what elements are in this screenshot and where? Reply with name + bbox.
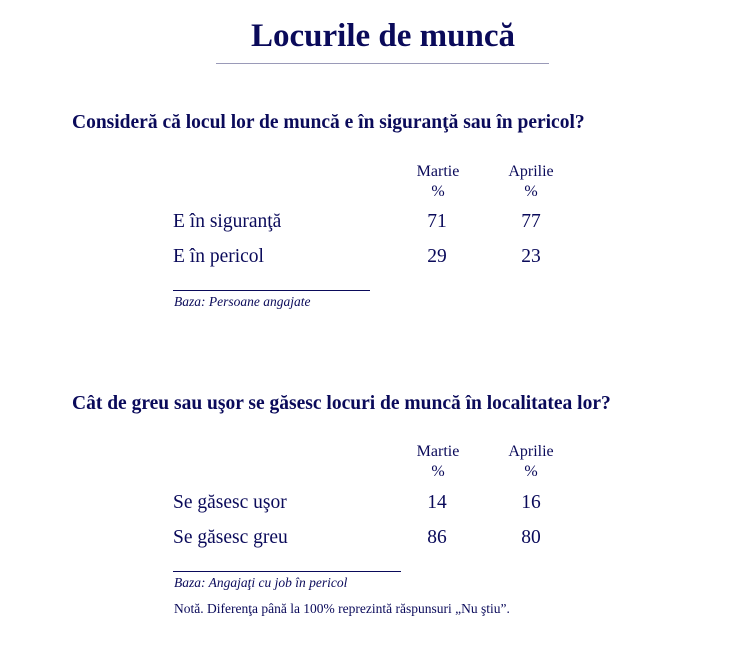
cell-hard-martie: 86 [427, 527, 447, 548]
column-label: Martie [416, 163, 460, 180]
column-header-aprilie [491, 162, 571, 202]
cell-hard-aprilie: 80 [521, 527, 541, 548]
column-header-aprilie [491, 442, 571, 482]
row-label-danger: E în pericol [173, 246, 264, 267]
column-label: Aprilie [508, 443, 554, 460]
question-job-safety: Consideră că locul lor de muncă e în siguranţă sau în pericol? [72, 112, 585, 133]
row-label-hard: Se găsesc greu [173, 527, 288, 548]
title-underline [216, 63, 549, 64]
column-label: Aprilie [508, 163, 554, 180]
column-label: Martie [416, 443, 460, 460]
column-unit: % [524, 183, 538, 200]
base-divider [173, 571, 401, 572]
cell-safe-martie: 71 [427, 211, 447, 232]
cell-easy-martie: 14 [427, 492, 447, 513]
column-header-martie [398, 442, 478, 482]
row-label-easy: Se găsesc uşor [173, 492, 287, 513]
base-note: Baza: Persoane angajate [174, 294, 311, 309]
base-divider [173, 290, 370, 291]
footnote: Notă. Diferenţa până la 100% reprezintă răspunsuri „Nu ştiu”. [174, 601, 510, 616]
column-unit: % [431, 463, 445, 480]
question-job-availability: Cât de greu sau uşor se găsesc locuri de muncă în localitatea lor? [72, 393, 611, 414]
cell-easy-aprilie: 16 [521, 492, 541, 513]
cell-danger-aprilie: 23 [521, 246, 541, 267]
row-label-safe: E în siguranţă [173, 211, 282, 232]
cell-safe-aprilie: 77 [521, 211, 541, 232]
page-title: Locurile de muncă [251, 18, 515, 54]
cell-danger-martie: 29 [427, 246, 447, 267]
column-unit: % [524, 463, 538, 480]
column-unit: % [431, 183, 445, 200]
column-header-martie [398, 162, 478, 202]
base-note: Baza: Angajaţi cu job în pericol [174, 575, 348, 590]
